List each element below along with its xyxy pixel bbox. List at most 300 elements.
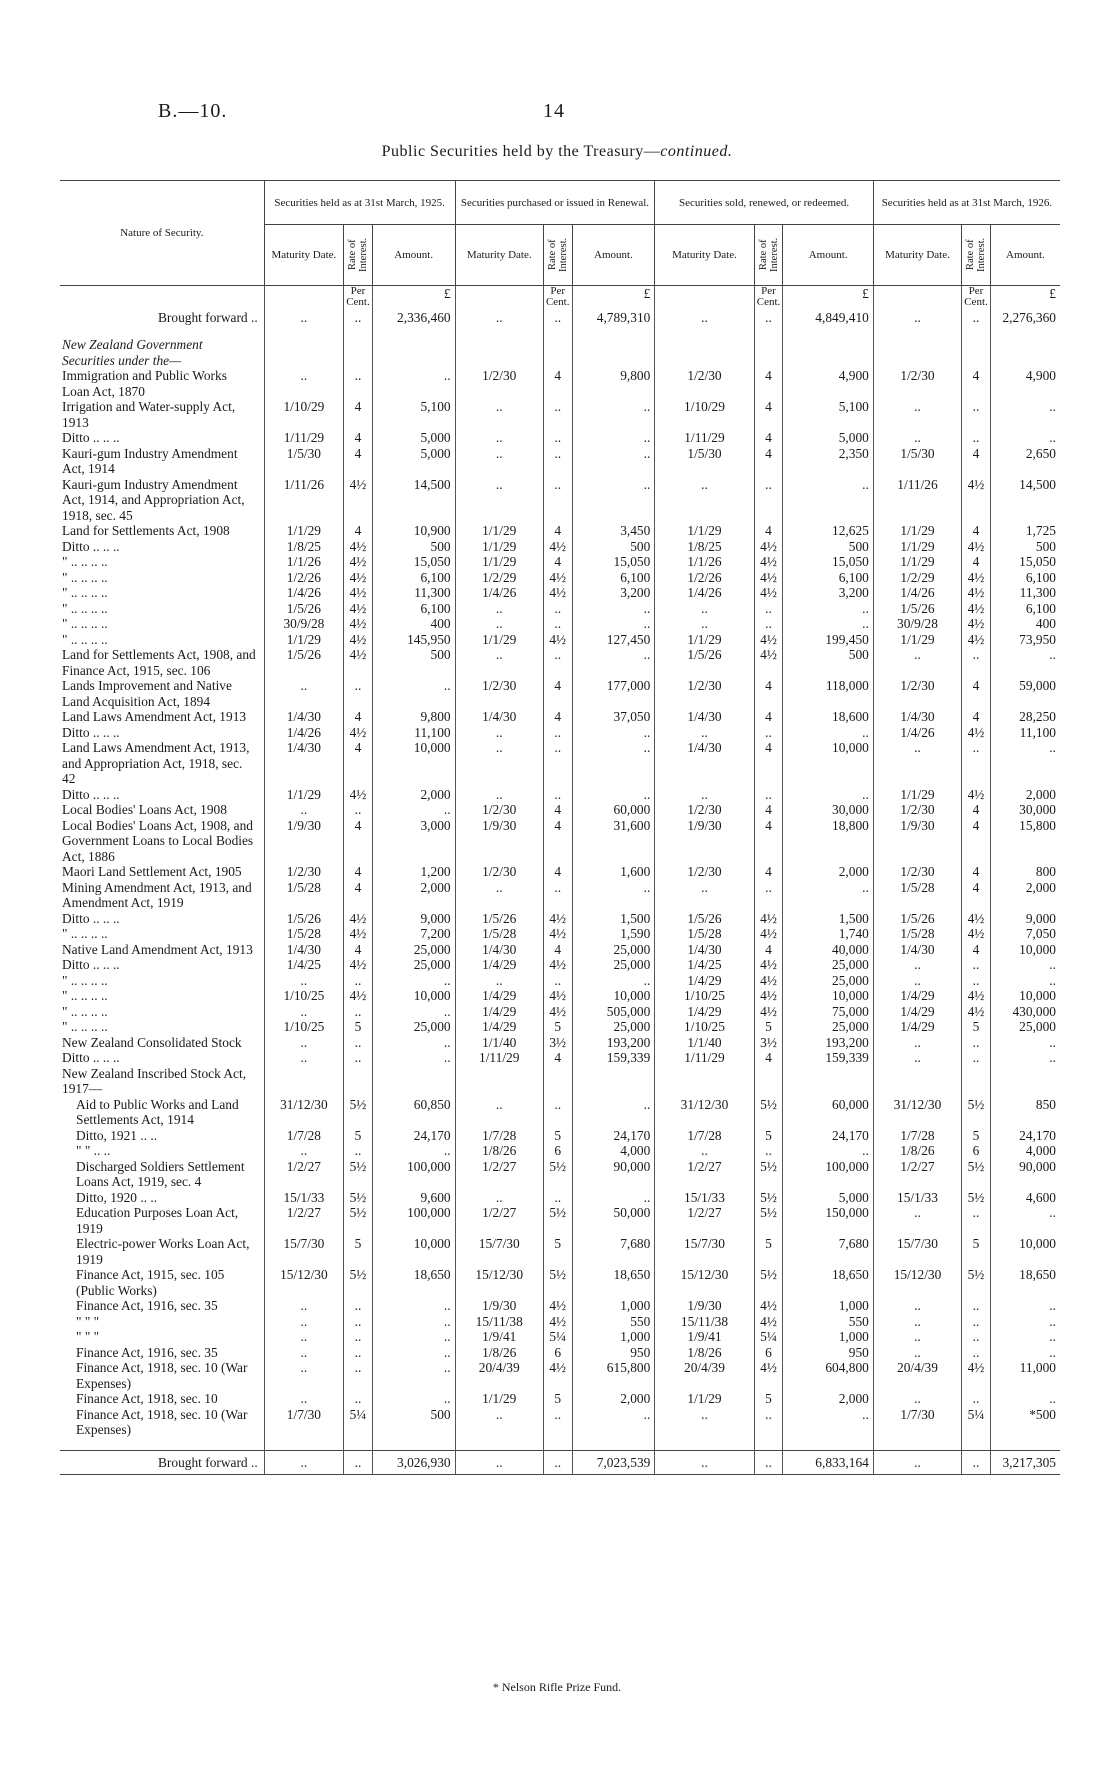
maturity-date-cell: 1/9/30: [655, 1298, 754, 1314]
amount-cell: 60,850: [372, 1097, 455, 1128]
amount-cell: 11,300: [372, 585, 455, 601]
amount-cell: 25,000: [372, 1019, 455, 1035]
amount-cell: 75,000: [783, 1004, 874, 1020]
amount-cell: ..: [1049, 1050, 1056, 1065]
amount-cell: ..: [1049, 1313, 1056, 1329]
amount-cell: 7,050: [1025, 926, 1056, 941]
amount-header: Amount.: [572, 225, 655, 286]
amount-cell: ..: [1049, 1391, 1056, 1406]
maturity-date-cell: 15/7/30: [455, 1236, 543, 1267]
maturity-date-cell: 1/2/30: [455, 368, 543, 399]
rate-cell: 5: [754, 1128, 783, 1144]
amount-cell: ..: [372, 1004, 455, 1020]
security-name: Ditto .. .. ..: [60, 539, 264, 555]
maturity-date-cell: ..: [455, 725, 543, 741]
maturity-date-cell: ..: [455, 601, 543, 617]
spacer-cell: [783, 325, 874, 337]
amount-cell: ..: [572, 787, 655, 803]
rate-cell: ..: [344, 973, 373, 989]
rate-cell: 4½: [543, 1314, 572, 1330]
rate-cell: 4½: [962, 477, 991, 524]
amount-cell: 6,100: [783, 570, 874, 586]
rate-cell: 4: [344, 880, 373, 911]
rate-cell: 4: [962, 446, 991, 477]
rate-cell: ..: [754, 1143, 783, 1159]
maturity-date-cell: 15/7/30: [873, 1236, 961, 1267]
spacer-cell: [572, 1438, 655, 1451]
rate-cell: 4½: [962, 616, 991, 632]
table-row: [60, 1314, 1060, 1330]
maturity-date-cell: 1/4/30: [873, 942, 961, 958]
maturity-date-cell: ..: [873, 1345, 961, 1361]
table-row: [60, 725, 1060, 741]
rate-cell: 4: [344, 399, 373, 430]
maturity-date-cell: ..: [264, 310, 343, 326]
amount-cell: ..: [372, 1035, 455, 1051]
amount-cell: ..: [783, 1407, 874, 1438]
amount-cell: 3,450: [572, 523, 655, 539]
rate-cell: 5: [962, 1019, 991, 1035]
maturity-date-cell: 1/4/30: [655, 942, 754, 958]
maturity-date-cell: 1/2/26: [264, 570, 343, 586]
page-number: 14: [543, 100, 565, 122]
amount-cell: 2,000: [1025, 786, 1056, 802]
table-row: [60, 1019, 1060, 1035]
rate-cell: ..: [344, 1391, 373, 1407]
rate-cell: ..: [543, 616, 572, 632]
amount-cell: 4,900: [783, 368, 874, 399]
rate-cell: 4½: [344, 585, 373, 601]
amount-cell: 30,000: [783, 802, 874, 818]
rate-cell: 5½: [344, 1205, 373, 1236]
rate-cell: 4½: [754, 926, 783, 942]
maturity-date-cell: 1/8/26: [873, 1143, 961, 1159]
rate-cell: 4½: [344, 554, 373, 570]
amount-cell: 193,200: [783, 1035, 874, 1051]
security-name: Ditto, 1921 .. ..: [60, 1128, 264, 1144]
maturity-date-cell: 1/4/29: [455, 1004, 543, 1020]
maturity-date-cell: 1/1/40: [655, 1035, 754, 1051]
maturity-date-cell: 1/2/29: [873, 570, 961, 586]
maturity-date-cell: 1/1/26: [264, 554, 343, 570]
maturity-date-cell: 1/2/30: [264, 864, 343, 880]
amount-cell: 6,100: [572, 570, 655, 586]
amount-cell: 5,100: [783, 399, 874, 430]
rate-cell: 5: [543, 1019, 572, 1035]
maturity-date-cell: 1/2/30: [455, 864, 543, 880]
amount-cell: 10,900: [372, 523, 455, 539]
rate-cell: ..: [344, 802, 373, 818]
amount-cell: 25,000: [572, 1019, 655, 1035]
security-name: Aid to Public Works and Land Settlements Act, 1914: [60, 1097, 264, 1128]
spacer-cell: [543, 1438, 572, 1451]
rate-of-interest-header-text: Rate of Interest.: [757, 237, 780, 273]
rate-cell: 4½: [543, 957, 572, 973]
amount-cell: 18,800: [783, 818, 874, 865]
table-row: [60, 802, 1060, 818]
maturity-date-cell: 1/4/29: [455, 957, 543, 973]
amount-cell: [572, 1066, 655, 1097]
security-name: " .. .. .. ..: [60, 1019, 264, 1035]
pound-label: £: [783, 286, 874, 310]
maturity-date-cell: 1/2/30: [455, 678, 543, 709]
document-reference: B.—10.: [158, 100, 228, 122]
rate-cell: 4½: [962, 988, 991, 1004]
maturity-date-cell: [873, 337, 961, 368]
amount-cell: 5,100: [372, 399, 455, 430]
rate-cell: 5½: [344, 1190, 373, 1206]
security-name: Irrigation and Water-supply Act, 1913: [60, 399, 264, 430]
maturity-date-cell: ..: [264, 1345, 343, 1361]
rate-cell: ..: [543, 647, 572, 678]
maturity-date-cell: 1/9/30: [264, 818, 343, 865]
amount-cell: 90,000: [1019, 1158, 1056, 1174]
amount-cell: ..: [372, 1050, 455, 1066]
rate-cell: 5¼: [754, 1329, 783, 1345]
spacer-cell: [60, 325, 264, 337]
amount-cell: [572, 337, 655, 368]
amount-cell: 5,000: [372, 446, 455, 477]
maturity-date-cell: 1/5/26: [264, 911, 343, 927]
rate-cell: ..: [754, 601, 783, 617]
maturity-date-cell: 1/4/25: [264, 957, 343, 973]
security-name: " .. .. .. ..: [60, 1004, 264, 1020]
amount-cell: 5,000: [783, 430, 874, 446]
maturity-date-cell: ..: [455, 647, 543, 678]
rate-cell: ..: [962, 1450, 991, 1475]
rate-cell: 5½: [962, 1190, 991, 1206]
maturity-date-cell: 1/1/40: [455, 1035, 543, 1051]
title-continued: continued.: [660, 143, 733, 160]
amount-cell: ..: [1049, 957, 1056, 972]
rate-cell: 4: [543, 802, 572, 818]
per-cent-label: Per Cent.: [344, 286, 373, 310]
rate-cell: 5: [754, 1391, 783, 1407]
amount-cell: 6,100: [1025, 569, 1056, 585]
maturity-date-cell: ..: [455, 310, 543, 326]
maturity-date-cell: ..: [264, 1143, 343, 1159]
table-row: [60, 647, 1060, 678]
rate-cell: 4: [344, 430, 373, 446]
rate-cell: ..: [344, 1329, 373, 1345]
maturity-date-cell: 1/9/30: [455, 818, 543, 865]
amount-cell: 25,000: [783, 957, 874, 973]
maturity-date-cell: ..: [264, 1329, 343, 1345]
rate-cell: 4½: [962, 1360, 991, 1391]
maturity-date-cell: 1/11/26: [264, 477, 343, 524]
amount-cell: 500: [372, 647, 455, 678]
amount-cell: 7,680: [783, 1236, 874, 1267]
maturity-date-cell: 1/2/30: [873, 368, 961, 399]
rate-cell: ..: [962, 1329, 991, 1345]
table-row: [60, 554, 1060, 570]
spacer-cell: [455, 1438, 543, 1451]
maturity-date-cell: ..: [264, 973, 343, 989]
amount-cell: ..: [372, 1329, 455, 1345]
rate-cell: 4½: [754, 911, 783, 927]
rate-cell: ..: [543, 477, 572, 524]
rate-cell: [962, 1066, 991, 1097]
maturity-date-cell: ..: [655, 616, 754, 632]
rate-cell: 4: [344, 446, 373, 477]
amount-cell: ..: [1049, 1034, 1056, 1050]
amount-cell: 3,026,930: [372, 1450, 455, 1475]
maturity-date-cell: ..: [873, 1391, 961, 1407]
maturity-date-cell: 1/10/25: [264, 1019, 343, 1035]
amount-cell: 500: [783, 647, 874, 678]
amount-cell: 2,000: [572, 1391, 655, 1407]
security-name: Land Laws Amendment Act, 1913: [60, 709, 264, 725]
security-name: Finance Act, 1918, sec. 10 (War Expenses): [60, 1407, 264, 1438]
spacer-cell: [264, 1438, 343, 1451]
maturity-date-cell: 1/4/26: [455, 585, 543, 601]
maturity-date-cell: 20/4/39: [455, 1360, 543, 1391]
amount-cell: [372, 337, 455, 368]
spacer-cell: [783, 1438, 874, 1451]
rate-cell: 5: [344, 1236, 373, 1267]
maturity-date-cell: 1/5/28: [873, 880, 961, 911]
maturity-date-cell: [655, 337, 754, 368]
amount-cell: 500: [372, 1407, 455, 1438]
rate-cell: 4: [543, 368, 572, 399]
amount-cell: ..: [1049, 647, 1056, 662]
amount-cell: ..: [372, 802, 455, 818]
amount-cell: 25,000: [572, 957, 655, 973]
amount-cell: 1,740: [783, 926, 874, 942]
amount-cell: 10,000: [1019, 941, 1056, 957]
maturity-date-cell: 1/5/28: [264, 880, 343, 911]
amount-cell: 18,650: [372, 1267, 455, 1298]
rate-cell: [543, 337, 572, 368]
rate-cell: 5½: [754, 1267, 783, 1298]
rate-cell: 4½: [754, 988, 783, 1004]
maturity-date-header: Maturity Date.: [655, 225, 754, 286]
rate-cell: 4½: [962, 570, 991, 586]
rate-of-interest-header: [543, 225, 572, 286]
rate-cell: 4½: [344, 632, 373, 648]
rate-cell: ..: [754, 616, 783, 632]
rate-cell: 4½: [754, 1314, 783, 1330]
rate-cell: 5: [754, 1236, 783, 1267]
maturity-date-cell: 1/1/29: [455, 1391, 543, 1407]
maturity-date-cell: 1/1/29: [655, 523, 754, 539]
maturity-date-cell: 1/4/26: [873, 725, 961, 741]
rate-cell: 4½: [543, 988, 572, 1004]
pound-label: £: [572, 286, 655, 310]
amount-cell: 430,000: [1012, 1003, 1056, 1019]
rate-cell: 4½: [962, 725, 991, 741]
rate-cell: [962, 337, 991, 368]
maturity-date-cell: ..: [873, 1314, 961, 1330]
maturity-date-cell: 1/2/27: [655, 1205, 754, 1236]
security-name: " .. .. .. ..: [60, 988, 264, 1004]
amount-cell: 3,000: [372, 818, 455, 865]
spacer-cell: [873, 325, 961, 337]
maturity-date-cell: 15/7/30: [655, 1236, 754, 1267]
amount-cell: 100,000: [783, 1159, 874, 1190]
rate-cell: ..: [754, 725, 783, 741]
table-row: [60, 1035, 1060, 1051]
maturity-date-cell: ..: [455, 787, 543, 803]
rate-cell: 6: [754, 1345, 783, 1361]
rate-cell: 4½: [543, 926, 572, 942]
table-row: [60, 740, 1060, 787]
maturity-date-cell: ..: [873, 310, 961, 326]
amount-cell: 25,000: [1019, 1019, 1056, 1034]
maturity-date-cell: 1/4/30: [655, 740, 754, 787]
amount-cell: 37,050: [572, 709, 655, 725]
amount-cell: 10,000: [572, 988, 655, 1004]
table-row: [60, 818, 1060, 865]
maturity-date-cell: 1/1/29: [873, 787, 961, 803]
amount-cell: 12,625: [783, 523, 874, 539]
maturity-date-cell: 1/7/30: [873, 1407, 961, 1438]
amount-cell: 500: [572, 539, 655, 555]
maturity-date-cell: ..: [264, 802, 343, 818]
rate-cell: ..: [543, 430, 572, 446]
maturity-date-cell: 1/5/26: [655, 911, 754, 927]
table-row: [60, 880, 1060, 911]
rate-cell: ..: [754, 477, 783, 524]
security-name: " .. .. .. ..: [60, 926, 264, 942]
maturity-date-cell: 1/4/30: [655, 709, 754, 725]
table-row: [60, 601, 1060, 617]
amount-cell: ..: [572, 880, 655, 911]
amount-cell: 505,000: [572, 1004, 655, 1020]
maturity-date-cell: ..: [264, 1298, 343, 1314]
amount-cell: 10,000: [372, 740, 455, 787]
maturity-date-cell: 31/12/30: [264, 1097, 343, 1128]
rate-cell: 4: [543, 818, 572, 865]
spacer-cell: [655, 325, 754, 337]
maturity-date-cell: ..: [873, 1035, 961, 1051]
rate-cell: 4½: [754, 570, 783, 586]
rate-cell: 4½: [344, 988, 373, 1004]
table-row: [60, 585, 1060, 601]
rate-cell: 5: [754, 1019, 783, 1035]
amount-cell: 2,350: [783, 446, 874, 477]
maturity-date-cell: 1/4/29: [873, 1004, 961, 1020]
units-spacer: [60, 286, 264, 310]
group-header-held-1925: Securities held as at 31st March, 1925.: [264, 181, 455, 225]
maturity-date-cell: ..: [655, 880, 754, 911]
security-name: Finance Act, 1915, sec. 105 (Public Works): [60, 1267, 264, 1298]
table-row: [60, 368, 1060, 399]
security-name: " .. .. .. ..: [60, 616, 264, 632]
maturity-date-cell: 1/5/26: [873, 601, 961, 617]
table-row: [60, 1004, 1060, 1020]
rate-cell: 4: [543, 523, 572, 539]
amount-cell: 73,950: [1019, 631, 1056, 647]
rate-cell: 4½: [754, 1004, 783, 1020]
rate-cell: 4½: [962, 601, 991, 617]
rate-cell: [543, 1066, 572, 1097]
rate-cell: ..: [962, 1314, 991, 1330]
maturity-date-cell: 15/12/30: [655, 1267, 754, 1298]
maturity-date-cell: 1/2/27: [655, 1159, 754, 1190]
maturity-date-cell: 1/5/26: [455, 911, 543, 927]
table-row: [60, 616, 1060, 632]
maturity-date-cell: ..: [873, 973, 961, 989]
maturity-date-cell: 1/2/27: [264, 1159, 343, 1190]
maturity-date-cell: 1/1/29: [455, 523, 543, 539]
amount-header: Amount.: [783, 225, 874, 286]
table-row: [60, 477, 1060, 524]
maturity-date-cell: 1/2/27: [455, 1205, 543, 1236]
maturity-date-cell: ..: [873, 1205, 961, 1236]
maturity-date-cell: ..: [873, 430, 961, 446]
maturity-date-cell: 1/4/26: [264, 725, 343, 741]
amount-cell: 1,500: [783, 911, 874, 927]
rate-cell: 4½: [962, 926, 991, 942]
maturity-date-cell: 30/9/28: [264, 616, 343, 632]
rate-cell: 4½: [543, 911, 572, 927]
table-row: [60, 988, 1060, 1004]
amount-cell: ..: [1049, 1329, 1056, 1344]
rate-cell: 6: [543, 1143, 572, 1159]
maturity-date-cell: 1/2/27: [873, 1159, 961, 1190]
amount-cell: ..: [572, 399, 655, 430]
rate-cell: ..: [962, 647, 991, 678]
maturity-date-cell: 1/2/30: [873, 864, 961, 880]
table-row: [60, 399, 1060, 430]
spacer-cell: [962, 1438, 991, 1451]
maturity-date-cell: [455, 337, 543, 368]
group-header-sold: Securities sold, renewed, or redeemed.: [655, 181, 874, 225]
amount-cell: 127,450: [572, 632, 655, 648]
maturity-date-cell: ..: [455, 446, 543, 477]
amount-cell: 100,000: [372, 1159, 455, 1190]
amount-cell: *500: [1029, 1406, 1056, 1422]
rate-cell: 4: [754, 802, 783, 818]
amount-cell: 3,200: [572, 585, 655, 601]
rate-cell: ..: [344, 1314, 373, 1330]
amount-cell: ..: [372, 1143, 455, 1159]
rate-cell: 4: [344, 740, 373, 787]
rate-cell: 4½: [344, 725, 373, 741]
table-row: [60, 973, 1060, 989]
rate-cell: ..: [962, 957, 991, 973]
rate-cell: 5¼: [543, 1329, 572, 1345]
rate-cell: 4: [962, 864, 991, 880]
rate-of-interest-header: [754, 225, 783, 286]
maturity-date-cell: 15/1/33: [264, 1190, 343, 1206]
rate-cell: 4½: [754, 973, 783, 989]
maturity-date-header: Maturity Date.: [873, 225, 961, 286]
maturity-date-cell: 1/4/30: [264, 740, 343, 787]
amount-cell: 150,000: [783, 1205, 874, 1236]
maturity-date-cell: ..: [655, 1407, 754, 1438]
maturity-date-cell: 1/5/26: [264, 601, 343, 617]
amount-cell: [783, 337, 874, 368]
maturity-date-cell: 15/12/30: [873, 1267, 961, 1298]
maturity-date-cell: 1/5/26: [655, 647, 754, 678]
security-name: Ditto .. .. ..: [60, 725, 264, 741]
maturity-date-cell: 1/8/25: [655, 539, 754, 555]
security-name: New Zealand Consolidated Stock: [60, 1035, 264, 1051]
rate-cell: 4: [344, 864, 373, 880]
amount-header: Amount.: [372, 225, 455, 286]
security-name: Land Laws Amendment Act, 1913, and Appropriation Act, 1918, sec. 42: [60, 740, 264, 787]
rate-cell: 5¼: [962, 1407, 991, 1438]
table-row: [60, 1391, 1060, 1407]
rate-cell: 5½: [754, 1097, 783, 1128]
maturity-date-cell: 1/1/26: [655, 554, 754, 570]
row-spacer: [60, 1438, 1060, 1451]
rate-cell: ..: [962, 1205, 991, 1236]
footnote: * Nelson Rifle Prize Fund.: [492, 1680, 622, 1694]
rate-cell: ..: [543, 973, 572, 989]
